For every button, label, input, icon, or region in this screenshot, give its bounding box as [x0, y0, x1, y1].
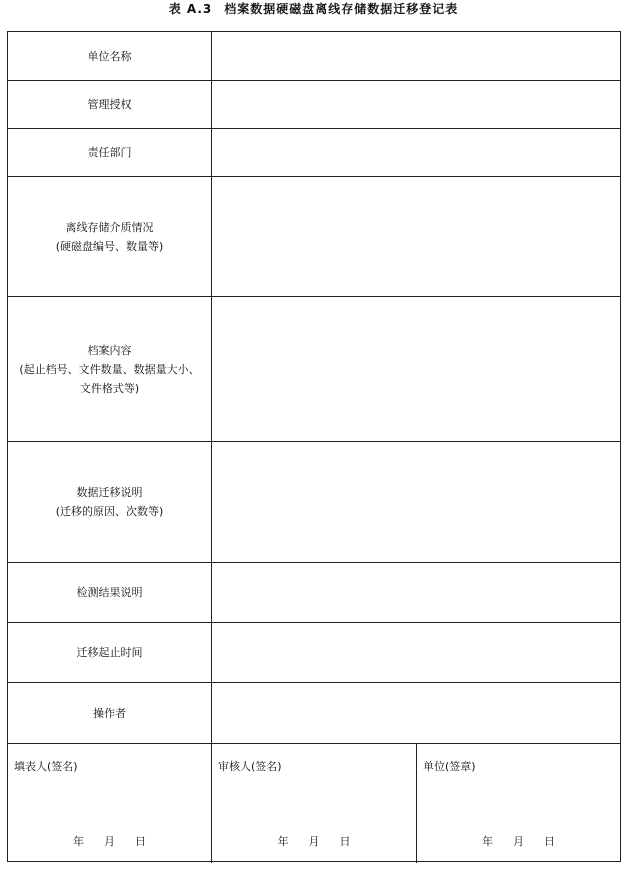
signature-cell-filler[interactable]: [8, 744, 212, 863]
signature-label-reviewer: 审核人(签名): [218, 760, 282, 773]
table-row-test-result: [8, 562, 620, 622]
label-test-result: 检测结果说明: [8, 563, 212, 622]
table-row-unit-name: [8, 32, 620, 80]
table-number: 表 A.3: [168, 2, 213, 16]
label-archive-content: 档案内容 (起止档号、文件数量、数据量大小、 文件格式等): [8, 297, 212, 441]
value-responsible-department[interactable]: [212, 129, 620, 176]
label-unit-name: 单位名称: [8, 32, 212, 80]
label-migration-period: 迁移起止时间: [8, 623, 212, 682]
table-row-management-authorization: [8, 80, 620, 128]
signature-label-unit-seal: 单位(签章): [423, 760, 476, 773]
label-management-authorization: 管理授权: [8, 81, 212, 128]
registration-table: [7, 31, 621, 862]
table-title: [0, 0, 627, 20]
signature-row: [8, 743, 620, 863]
value-offline-storage-media[interactable]: [212, 177, 620, 296]
date-line-unit-seal: 年 月 日: [482, 835, 555, 848]
value-migration-period[interactable]: [212, 623, 620, 682]
value-management-authorization[interactable]: [212, 81, 620, 128]
value-archive-content[interactable]: [212, 297, 620, 441]
label-migration-description: 数据迁移说明 (迁移的原因、次数等): [8, 442, 212, 562]
value-operator[interactable]: [212, 683, 620, 743]
date-line-filler: 年 月 日: [73, 835, 146, 848]
label-operator: 操作者: [8, 683, 212, 743]
table-row-archive-content: [8, 296, 620, 441]
signature-label-filler: 填表人(签名): [14, 760, 78, 773]
value-migration-description[interactable]: [212, 442, 620, 562]
label-offline-storage-media: 离线存储介质情况 (硬磁盘编号、数量等): [8, 177, 212, 296]
table-row-migration-period: [8, 622, 620, 682]
table-row-operator: [8, 682, 620, 743]
value-test-result[interactable]: [212, 563, 620, 622]
table-row-offline-storage-media: [8, 176, 620, 296]
table-title-text: 档案数据硬磁盘离线存储数据迁移登记表: [224, 2, 459, 16]
signature-cell-unit-seal[interactable]: [417, 744, 620, 863]
label-responsible-department: 责任部门: [8, 129, 212, 176]
table-row-responsible-department: [8, 128, 620, 176]
table-row-migration-description: [8, 441, 620, 562]
date-line-reviewer: 年 月 日: [277, 835, 351, 848]
signature-cell-reviewer[interactable]: [212, 744, 417, 863]
value-unit-name[interactable]: [212, 32, 620, 80]
